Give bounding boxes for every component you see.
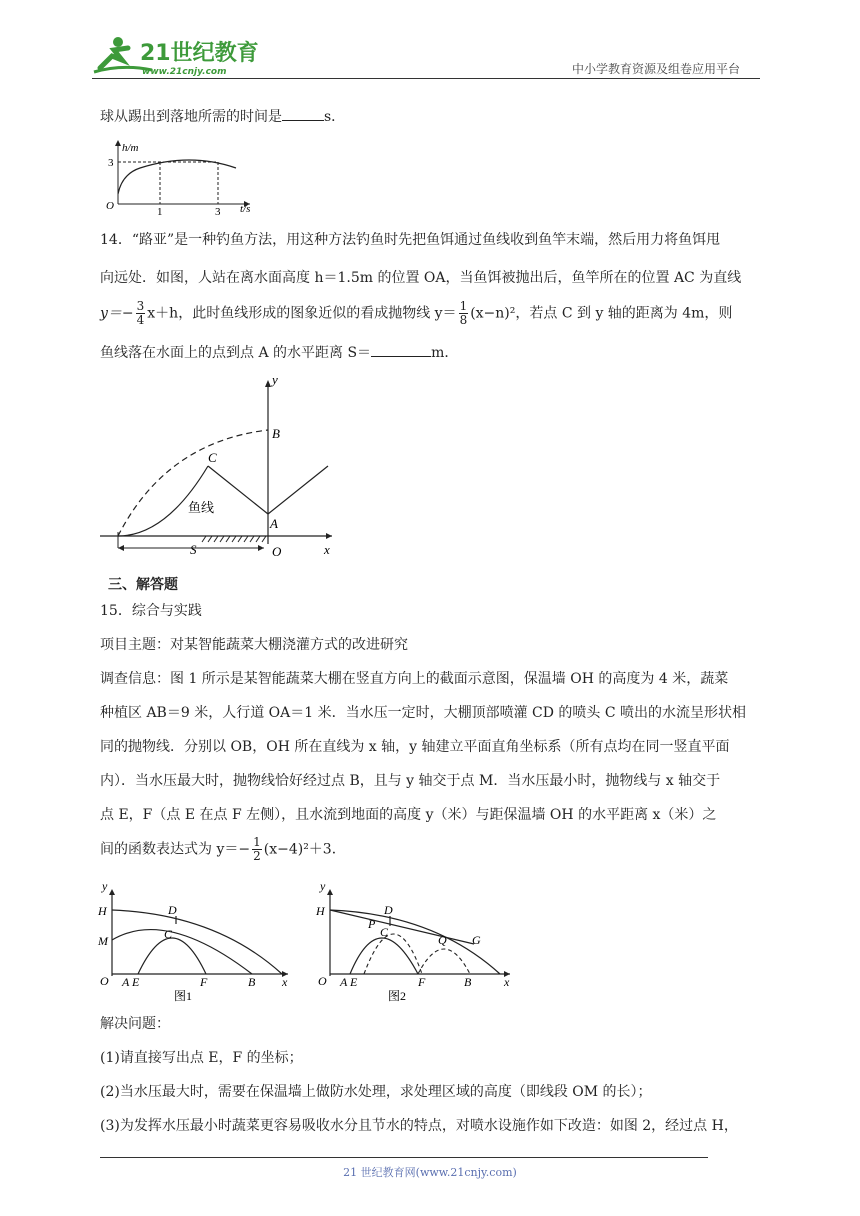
- header-logo: [92, 34, 262, 76]
- f2-D: D: [384, 903, 393, 917]
- q15-p1: 调查信息：图 1 所示是某智能蔬菜大棚在竖直方向上的截面示意图，保温墙 OH 的高度为 4 米，蔬菜: [100, 671, 729, 687]
- g2-S: S: [190, 542, 197, 557]
- f1-F: F: [200, 975, 208, 989]
- f1-D: D: [168, 903, 177, 917]
- f1-A: A: [122, 975, 130, 989]
- f2-P: P: [368, 917, 376, 931]
- g2-y: y: [272, 372, 278, 387]
- f2-y: y: [320, 884, 326, 893]
- f1-y: y: [102, 884, 108, 893]
- graph1-xlabel: t/s: [240, 203, 251, 215]
- f2-E: E: [350, 975, 358, 989]
- platform-name: 中小学教育资源及组卷应用平台: [572, 62, 741, 76]
- f1-E: E: [132, 975, 140, 989]
- graph-fishing: [96, 372, 346, 562]
- q15-frac-1-2: $\frac{1}{2}$: [253, 835, 261, 863]
- q15-problems: 解决问题：: [100, 1016, 170, 1032]
- f2-Q: Q: [438, 933, 447, 947]
- f1-M: M: [98, 934, 108, 948]
- graph1-xtick-1: 1: [157, 206, 163, 216]
- graph-h-t: [100, 136, 270, 216]
- g2-C: C: [208, 450, 217, 465]
- f2-G: G: [472, 933, 481, 947]
- q14-l4-unit: m．: [431, 345, 459, 361]
- f1-O: O: [100, 974, 109, 988]
- f2-C: C: [380, 925, 389, 939]
- q14-frac-3-4: $\frac{3}{4}$: [136, 299, 145, 327]
- g2-A: A: [270, 516, 278, 531]
- graph1-ylabel: h/m: [122, 142, 139, 154]
- q14-l4a: 鱼线落在水面上的点到点 A 的水平距离 S＝: [100, 345, 372, 361]
- q15-p3: 同的抛物线．分别以 OB，OH 所在直线为 x 轴，y 轴建立平面直角坐标系（所有点均在同一竖直平面: [100, 739, 730, 755]
- figure-1: [96, 884, 306, 1004]
- q15-p6a: 间的函数表达式为 y＝−: [100, 841, 251, 858]
- graph1-origin: O: [106, 200, 114, 212]
- logo-main-text: 21世纪教育: [140, 41, 259, 66]
- q13-text: 球从踢出到落地所需的时间是: [100, 109, 282, 125]
- q14-blank: [371, 342, 431, 357]
- q13-blank: [282, 106, 324, 121]
- q15-title: 15．综合与实践: [100, 603, 202, 619]
- g2-line-label: 鱼线: [188, 501, 215, 516]
- q15-sub1: (1)请直接写出点 E，F 的坐标；: [100, 1050, 303, 1066]
- f2-O: O: [318, 974, 327, 988]
- q14-line3: [100, 300, 732, 327]
- q14-line1: 14．“路亚”是一种钓鱼方法，用这种方法钓鱼时先把鱼饵通过鱼线收到鱼竿末端，然后用力将鱼饵甩: [100, 232, 721, 248]
- header-rule: [92, 78, 760, 79]
- f1-x: x: [282, 975, 288, 989]
- q15-sub2: (2)当水压最大时，需要在保温墙上做防水处理，求处理区域的高度（即线段 OM 的长）；: [100, 1084, 652, 1100]
- f1-B: B: [248, 975, 256, 989]
- footer-rule: [100, 1157, 708, 1158]
- q15-p6: [100, 836, 346, 863]
- runner-logo-icon: [92, 34, 262, 76]
- footer-text: 21 世纪教育网(www.21cnjy.com): [343, 1166, 517, 1179]
- logo-sub-text: www.21cnjy.com: [142, 67, 227, 76]
- q14-line2: 向远处．如图，人站在离水面高度 h＝1.5m 的位置 OA，当鱼饵被抛出后，鱼竿所在的位置 AC 为直线: [100, 270, 742, 286]
- q13-unit: s．: [324, 109, 346, 125]
- q14-line4: [100, 342, 458, 363]
- f2-A: A: [340, 975, 348, 989]
- f2-x: x: [504, 975, 510, 989]
- q14-l3b: x＋h，此时鱼线形成的图象近似的看成抛物线 y＝: [147, 305, 457, 322]
- f1-C: C: [164, 927, 173, 941]
- f2-caption: 图2: [388, 989, 407, 1003]
- g2-x: x: [324, 542, 330, 557]
- q15-theme: 项目主题：对某智能蔬菜大棚浇灌方式的改进研究: [100, 637, 408, 653]
- graph1-ytick: 3: [108, 157, 114, 169]
- figure-2: [314, 884, 524, 1004]
- q15-p4: 内）．当水压最大时，抛物线恰好经过点 B，且与 y 轴交于点 M．当水压最小时，抛物线与 x 轴交于: [100, 773, 721, 789]
- q14-frac-1-8: $\frac{1}{8}$: [459, 299, 468, 327]
- f2-H: H: [316, 904, 325, 918]
- f2-F: F: [418, 975, 426, 989]
- q15-p6b: (x−4)²＋3．: [263, 841, 346, 858]
- g2-B: B: [272, 426, 280, 441]
- q14-l3c: (x−n)²，若点 C 到 y 轴的距离为 4m，则: [470, 305, 733, 322]
- q13-tail: [100, 106, 345, 127]
- q15-p5: 点 E，F（点 E 在点 F 左侧），且水流到地面的高度 y（米）与距保温墙 OH 的水平距离 x（米）之: [100, 807, 717, 823]
- section-title: 三、解答题: [108, 577, 178, 593]
- graph1-xtick-3: 3: [215, 206, 221, 216]
- q15-p2: 种植区 AB＝9 米，人行道 OA＝1 米．当水压一定时，大棚顶部喷灌 CD 的喷头 C 喷出的水流呈形状相: [100, 705, 747, 721]
- f1-caption: 图1: [174, 989, 193, 1003]
- q14-l3a: y＝−: [100, 305, 134, 322]
- q15-sub3: (3)为发挥水压最小时蔬菜更容易吸收水分且节水的特点，对喷水设施作如下改造：如图 2，经过点 H，: [100, 1118, 738, 1134]
- f1-H: H: [98, 904, 107, 918]
- g2-O: O: [272, 544, 282, 559]
- f2-B: B: [464, 975, 472, 989]
